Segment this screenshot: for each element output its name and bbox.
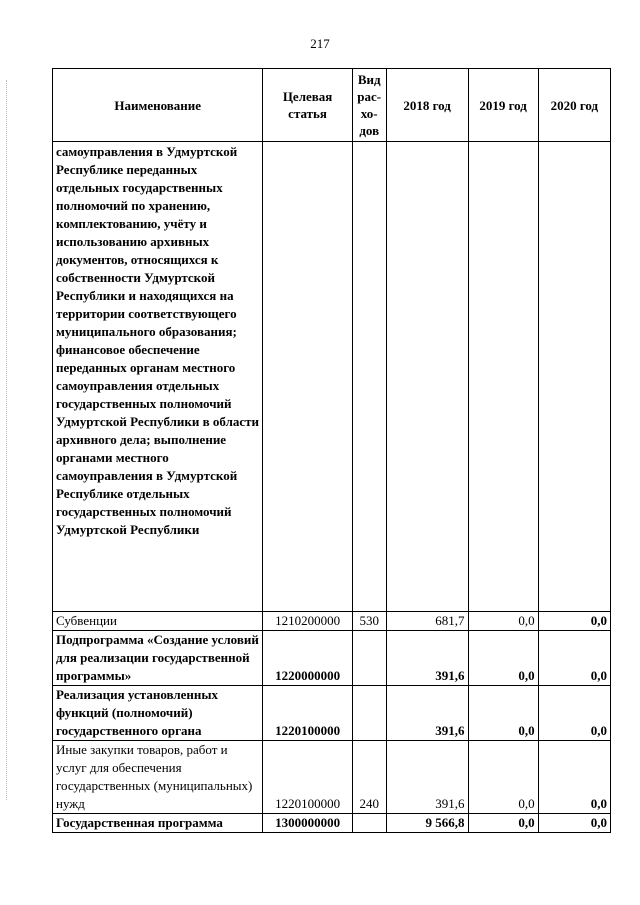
row-2020: [538, 142, 610, 612]
budget-table: [52, 68, 611, 833]
row-code: 1300000000: [263, 814, 352, 833]
table-row: [53, 814, 611, 833]
header-name: Наименование: [53, 69, 263, 142]
row-2020: 0,0: [538, 741, 610, 814]
row-2019: 0,0: [468, 631, 538, 686]
row-2018: 391,6: [386, 686, 468, 741]
row-2018: [386, 142, 468, 612]
row-name: Государственная программа: [53, 814, 263, 833]
row-vid: [352, 814, 386, 833]
table-row: [53, 686, 611, 741]
scan-edge-dots: [6, 80, 8, 800]
row-2019: 0,0: [468, 814, 538, 833]
row-vid: [352, 631, 386, 686]
row-2020: 0,0: [538, 814, 610, 833]
row-name: Подпрограмма «Создание условий для реализации государственной программы»: [53, 631, 263, 686]
row-code: [263, 142, 352, 612]
table-row: [53, 612, 611, 631]
row-2018: 681,7: [386, 612, 468, 631]
page-number: 217: [310, 36, 330, 51]
row-code: 1220000000: [263, 631, 352, 686]
table-row: [53, 142, 611, 612]
budget-table-container: [52, 68, 611, 833]
header-2018: 2018 год: [386, 69, 468, 142]
row-2019: 0,0: [468, 612, 538, 631]
row-name: Субвенции: [53, 612, 263, 631]
row-code: 1220100000: [263, 686, 352, 741]
row-2020: 0,0: [538, 686, 610, 741]
row-2018: 9 566,8: [386, 814, 468, 833]
row-2018: 391,6: [386, 631, 468, 686]
row-2020: 0,0: [538, 631, 610, 686]
row-vid: [352, 142, 386, 612]
row-vid: [352, 686, 386, 741]
row-name: Иные закупки товаров, работ и услуг для обеспечения государственных (муниципальных) нужд: [53, 741, 263, 814]
row-name: самоуправления в Удмуртской Республике переданных отдельных государственных полномочий по хранению, комплектованию, учёту и использованию архивных документов, относящихся к собственности Удмуртской Республики и находящихся на территории соответствующего муниципального образования; финансовое обеспечение переданных органам местного самоуправления отдельных государственных полномочий Удмуртской Республики в области архивного дела; выполнение органами местного самоуправления в Удмуртской Республике отдельных государственных полномочий Удмуртской Республики: [53, 142, 263, 612]
row-code: 1220100000: [263, 741, 352, 814]
header-2020: 2020 год: [538, 69, 610, 142]
row-2019: 0,0: [468, 741, 538, 814]
row-name: Реализация установленных функций (полномочий) государственного органа: [53, 686, 263, 741]
row-2019: 0,0: [468, 686, 538, 741]
row-code: 1210200000: [263, 612, 352, 631]
header-target-article: Целевая статья: [263, 69, 352, 142]
row-2020: 0,0: [538, 612, 610, 631]
row-2018: 391,6: [386, 741, 468, 814]
row-vid: 530: [352, 612, 386, 631]
table-row: [53, 631, 611, 686]
header-expense-type: Вид рас- хо- дов: [352, 69, 386, 142]
table-row: [53, 741, 611, 814]
row-vid: 240: [352, 741, 386, 814]
table-header-row: [53, 69, 611, 142]
header-2019: 2019 год: [468, 69, 538, 142]
row-2019: [468, 142, 538, 612]
